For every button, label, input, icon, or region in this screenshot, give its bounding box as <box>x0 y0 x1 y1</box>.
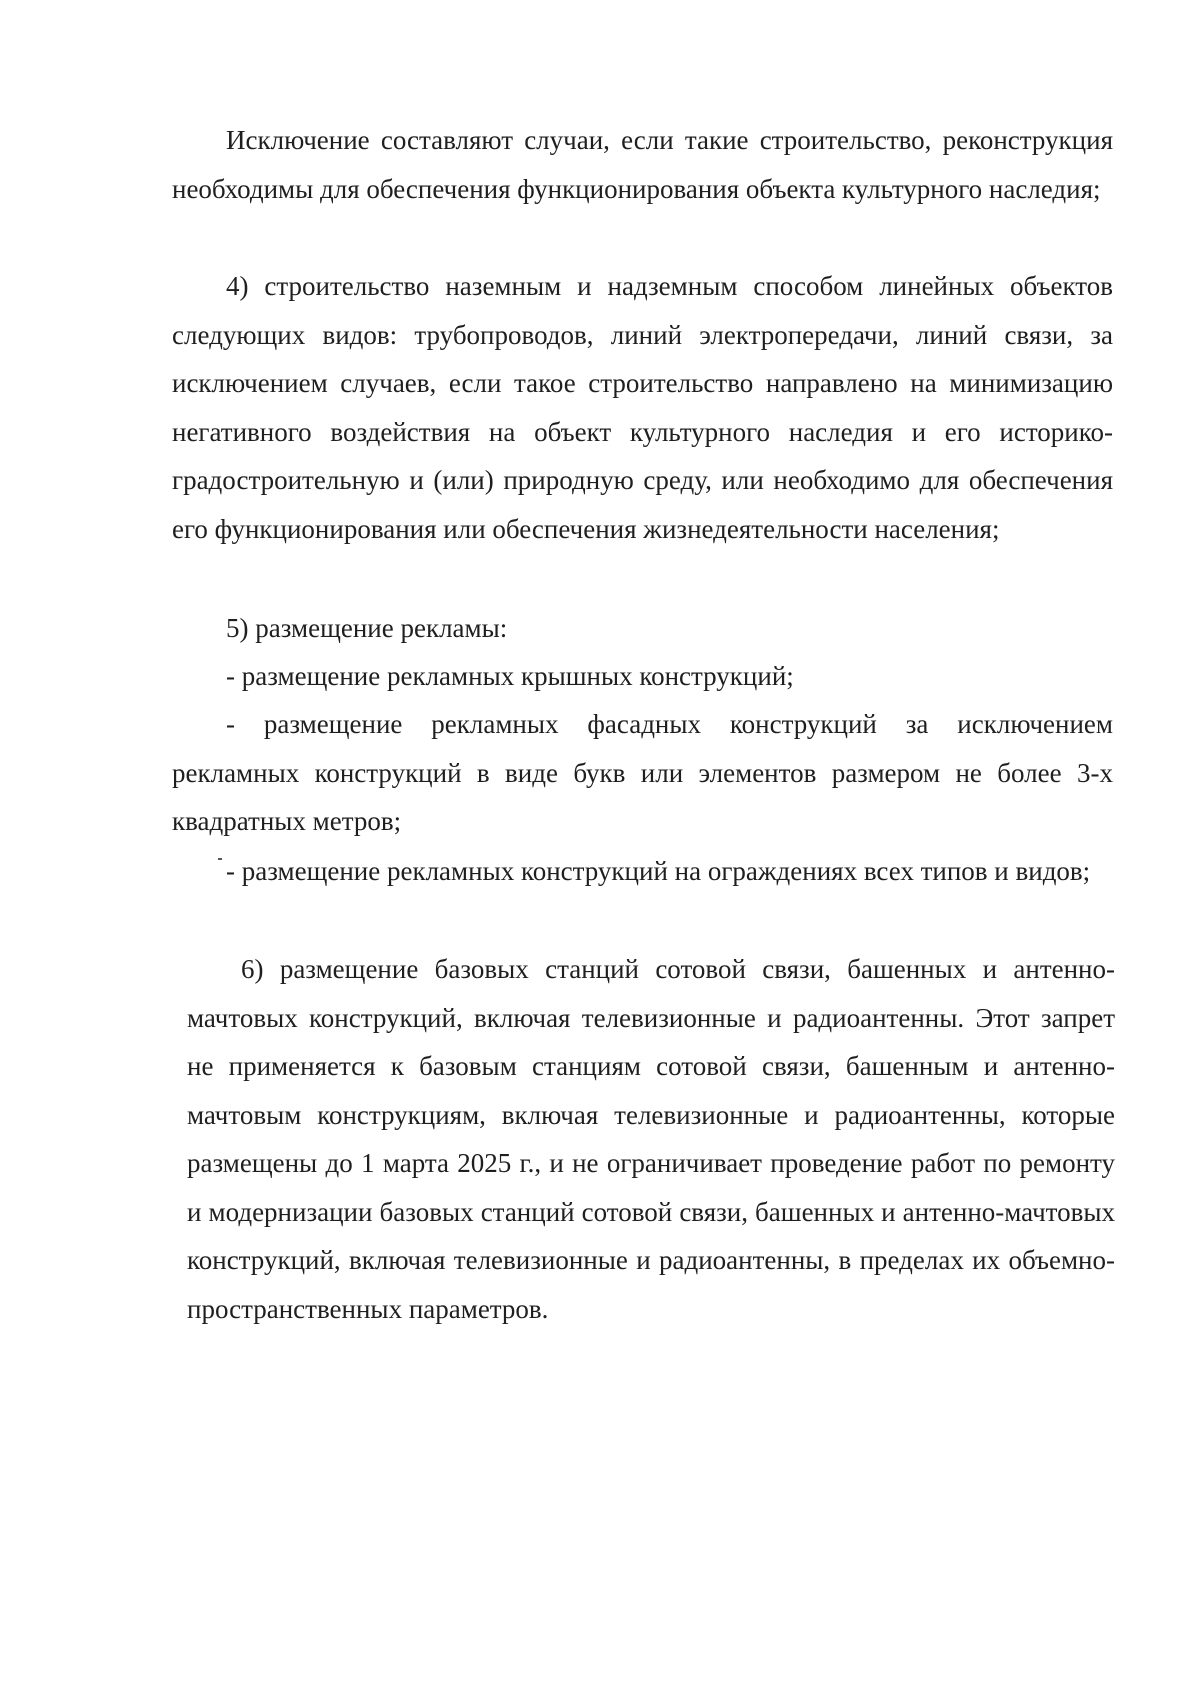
paragraph-item-4: 4) строительство наземным и надземным способом линейных объектов следующих видов: трубопроводов, линий электропередачи, линий связи, за исключением случаев, если такое строительство направлено на минимизацию негативного воздействия на объект культурного наследия и его историко-градостроительную и (или) природную среду, или необходимо для обеспечения его функционирования или обеспечения жизнедеятельности населения; <box>172 271 1113 544</box>
paragraph-roof-ads: - размещение рекламных крышных конструкций; <box>226 661 794 691</box>
paragraph-item-6: 6) размещение базовых станций сотовой связи, башенных и антенно-мачтовых конструкций, включая телевизионные и радиоантенны. Этот запрет не применяется к базовым станциям сотовой связи, башенным и антенно-мачтовым конструкциям, включая телевизионные и радиоантенны, которые размещены до 1 марта 2025 г., и не ограничивает проведение работ по ремонту и модернизации базовых станций сотовой связи, башенных и антенно-мачтовых конструкций, включая телевизионные и радиоантенны, в пределах их объемно- пространственных параметров. <box>187 954 1115 1324</box>
paragraph-item-5: 5) размещение рекламы: <box>226 613 508 643</box>
paragraph-facade-ads: - размещение рекламных фасадных конструкций за исключением рекламных конструкций в виде букв или элементов размером не более 3-х квадратных метров; <box>172 709 1113 836</box>
paragraph-exception: Исключение составляют случаи, если такие строительство, реконструкция необходимы для обеспечения функционирования объекта культурного наследия; <box>172 125 1113 204</box>
paragraph-fence-ads: - размещение рекламных конструкций на ограждениях всех типов и видов; <box>226 856 1091 886</box>
